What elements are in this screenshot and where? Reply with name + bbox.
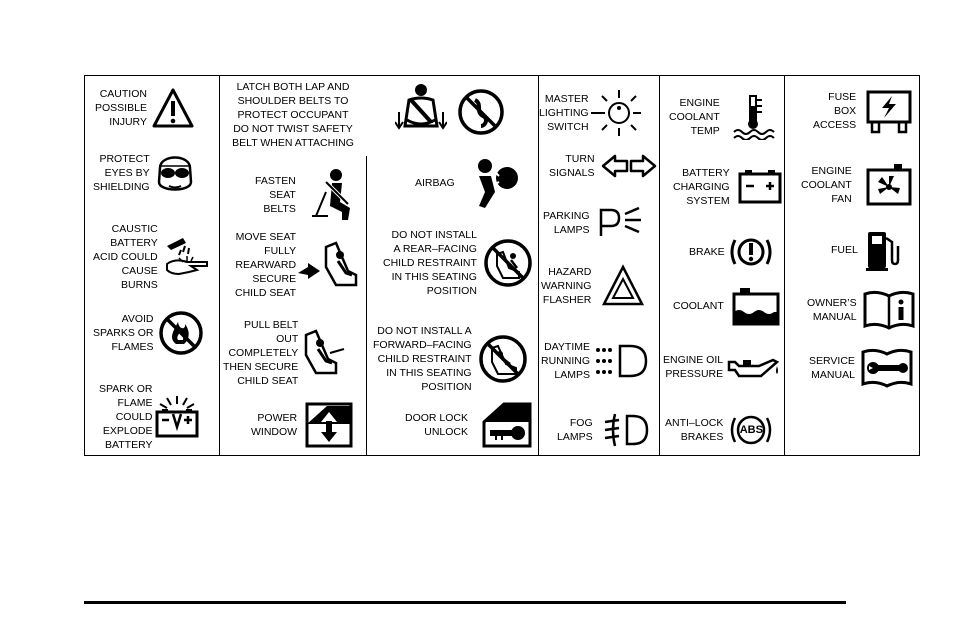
symbol-label: COOLANT: [673, 300, 724, 312]
symbol-label: CAUSTIC BATTERY ACID COULD CAUSE BURNS: [93, 223, 158, 291]
symbol-no-rear-facing: [383, 228, 533, 298]
oil-can-icon: [725, 352, 781, 382]
symbol-chart: [84, 75, 920, 456]
symbol-label: DO NOT INSTALL A REAR–FACING CHILD RESTRAINT IN THIS SEATING POSITION: [383, 229, 477, 297]
symbol-latch-belts: [223, 80, 363, 150]
symbol-label: AIRBAG: [415, 177, 455, 189]
column-divider: [366, 156, 367, 455]
fuse-icon: [864, 88, 914, 134]
symbol-fog-lamps: [557, 412, 649, 448]
symbol-label: FUSE BOX ACCESS: [813, 91, 857, 131]
symbol-power-window: [251, 402, 353, 448]
symbol-turn-signals: [549, 152, 657, 180]
symbol-label: DAYTIME RUNNING LAMPS: [541, 341, 590, 381]
symbol-caution: [95, 86, 195, 130]
symbol-label: HAZARD WARNING FLASHER: [541, 266, 592, 306]
column-divider: [784, 76, 785, 455]
symbol-coolant-temp: [669, 94, 776, 140]
symbol-fuse-box: [813, 88, 914, 134]
power-window-icon: [305, 402, 353, 448]
symbol-door-lock: [405, 402, 532, 448]
battery-icon: [736, 168, 784, 206]
symbol-label: PULL BELT OUT COMPLETELY THEN SECURE CHILD SEAT: [223, 319, 299, 387]
fog-lamp-icon: [603, 412, 649, 448]
symbol-label: AVOID SPARKS OR FLAMES: [93, 313, 154, 353]
child-seat-rearward-icon: [296, 237, 360, 293]
no-flame-icon: [158, 310, 204, 356]
coolant-temp-icon: [730, 94, 776, 140]
service-manual-icon: [861, 348, 913, 388]
cooling-fan-icon: [864, 162, 914, 208]
symbol-label: SPARK OR FLAME COULD EXPLODE BATTERY: [99, 383, 153, 451]
symbol-parking-lamps: [543, 206, 643, 240]
symbol-oil-pressure: [663, 352, 781, 382]
symbol-label: DOOR LOCK UNLOCK: [405, 412, 469, 438]
symbol-label: DO NOT INSTALL A FORWARD–FACING CHILD RESTRAINT IN THIS SEATING POSITION: [373, 325, 472, 393]
symbol-move-seat: [235, 230, 360, 300]
hazard-triangle-icon: [601, 264, 645, 308]
symbol-owners-manual: [807, 290, 915, 330]
symbol-coolant-fan: [801, 162, 914, 208]
no-forward-facing-seat-icon: [478, 334, 528, 384]
symbol-label: LATCH BOTH LAP AND SHOULDER BELTS TO PROTECT OCCUPANT DO NOT TWIST SAFETY BELT WHEN ATTACHING: [232, 81, 354, 149]
abs-text: ABS: [739, 424, 763, 436]
symbol-label: POWER WINDOW: [251, 412, 298, 438]
coolant-reservoir-icon: [730, 286, 782, 326]
child-seat-belt-icon: [300, 325, 348, 381]
symbol-label: ENGINE COOLANT FAN: [801, 165, 852, 205]
symbol-coolant: [673, 286, 782, 326]
symbol-label: ANTI–LOCK BRAKES: [665, 417, 724, 443]
symbol-label: SERVICE MANUAL: [809, 355, 855, 381]
parking-lamp-icon: [597, 206, 643, 240]
symbol-protect-eyes: [93, 148, 196, 198]
column-divider: [219, 76, 220, 455]
fuel-pump-icon: [864, 228, 900, 272]
symbol-label: PARKING LAMPS: [543, 210, 590, 236]
symbol-hazard: [541, 264, 645, 308]
door-lock-icon: [482, 402, 532, 448]
symbol-label: FUEL: [831, 244, 858, 256]
warning-triangle-icon: [151, 86, 195, 130]
symbol-label: BATTERY CHARGING SYSTEM: [673, 167, 730, 207]
symbol-service-manual: [809, 348, 913, 388]
symbol-fasten-belts: [255, 168, 356, 222]
symbol-label: ENGINE COOLANT TEMP: [669, 97, 720, 137]
symbol-label: TURN SIGNALS: [549, 153, 595, 179]
symbol-brake: [689, 232, 773, 272]
symbol-label: OWNER’S MANUAL: [807, 297, 857, 323]
symbol-airbag: [415, 156, 521, 210]
no-rear-facing-seat-icon: [483, 238, 533, 288]
symbol-avoid-sparks: [93, 310, 204, 356]
symbol-label: CAUTION POSSIBLE INJURY: [95, 88, 147, 128]
owners-manual-icon: [863, 290, 915, 330]
battery-explosion-icon: [154, 394, 200, 440]
symbol-fuel: [831, 228, 900, 272]
symbol-label: PROTECT EYES BY SHIELDING: [93, 153, 150, 193]
symbol-label: MOVE SEAT FULLY REARWARD SECURE CHILD SEAT: [235, 231, 297, 299]
symbol-label: FOG LAMPS: [557, 417, 593, 443]
symbol-caustic-acid: [93, 222, 211, 292]
symbol-label: BRAKE: [689, 246, 725, 258]
symbol-master-lighting: [539, 88, 643, 138]
abs-icon: [729, 410, 773, 450]
seatbelt-icon: [308, 168, 356, 222]
no-twist-icon: [457, 88, 505, 136]
symbol-pull-belt: [223, 318, 348, 388]
airbag-icon: [465, 156, 521, 210]
symbol-spark-explode: [99, 382, 200, 452]
symbol-label: FASTEN SEAT BELTS: [255, 175, 296, 215]
footer-rule: [84, 601, 846, 604]
turn-signal-arrows-icon: [601, 152, 657, 180]
symbol-label: ENGINE OIL PRESSURE: [663, 354, 724, 380]
symbol-battery-charging: [673, 166, 784, 208]
daytime-running-lamp-icon: [592, 342, 650, 380]
symbol-drl: [541, 340, 650, 382]
eye-protection-icon: [154, 148, 196, 198]
symbol-no-forward-facing: [373, 324, 528, 394]
symbol-label: MASTER LIGHTING SWITCH: [539, 93, 589, 133]
symbol-abs: [665, 410, 773, 450]
acid-burn-icon: [161, 232, 211, 282]
brake-warning-icon: [729, 232, 773, 272]
column-divider: [659, 76, 660, 455]
seatbelt-twist-icon: [395, 82, 447, 138]
master-lighting-icon: [591, 88, 643, 138]
